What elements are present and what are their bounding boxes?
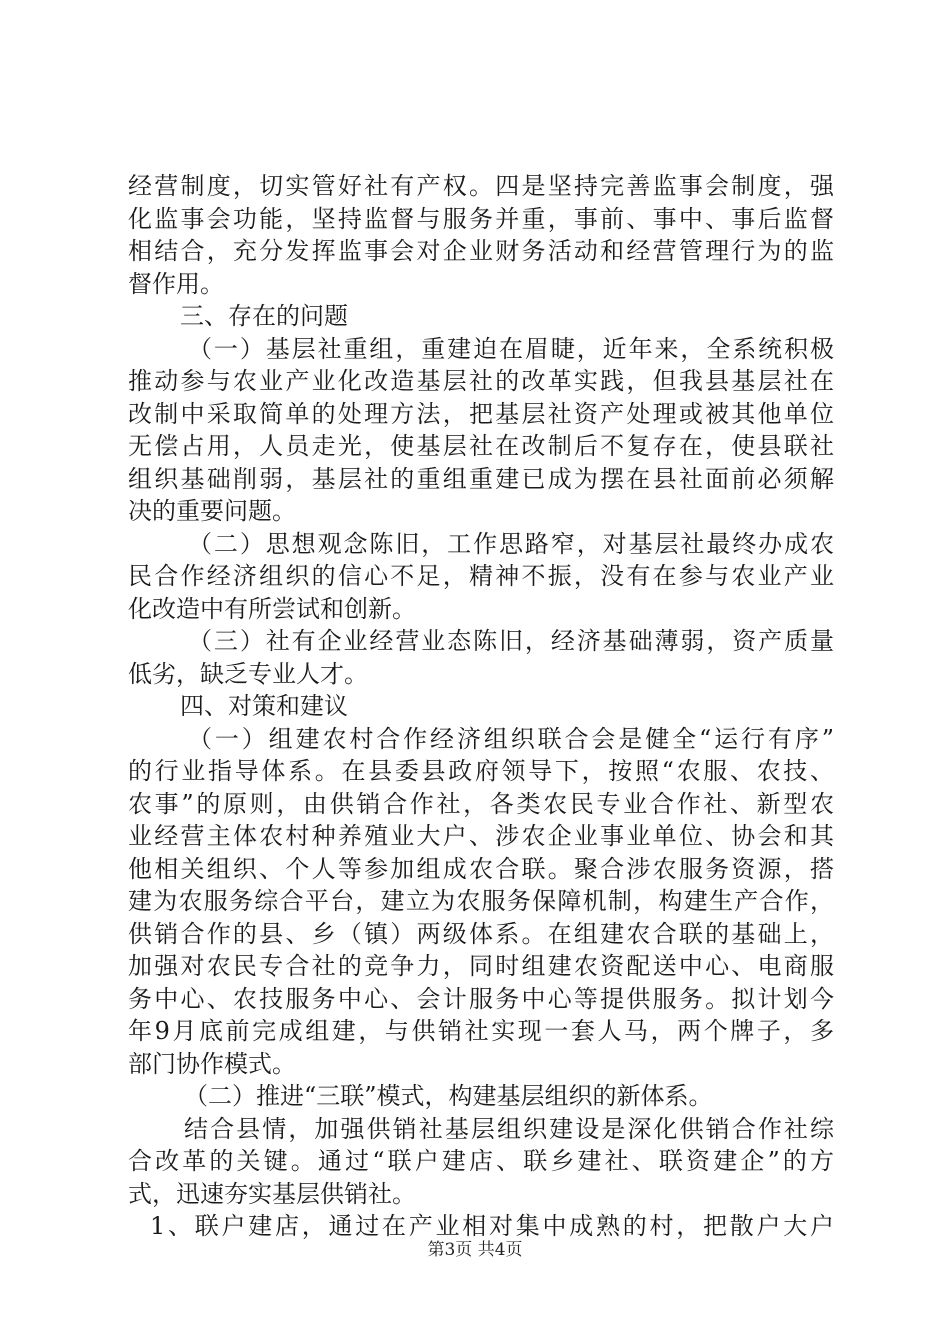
section-heading: 三、存在的问题 — [180, 302, 348, 330]
text-line: 经营制度，切实管好社有产权。四是坚持完善监事会制度，强 — [128, 172, 834, 200]
text-line: 部门协作模式。 — [128, 1049, 296, 1078]
text-line: 他相关组织、个人等参加组成农合联。聚合涉农服务资源，搭 — [128, 854, 834, 883]
text-line: 年9月底前完成组建，与供销社实现一套人马，两个牌子，多 — [128, 1017, 834, 1045]
text-line: 建为农服务综合平台，建立为农服务保障机制，构建生产合作， — [128, 887, 834, 915]
text-line: 决的重要问题。 — [128, 497, 296, 525]
text-line: 农事”的原则，由供销合作社，各类农民专业合作社、新型农 — [128, 789, 834, 818]
text-line: 加强对农民专合社的竞争力，同时组建农资配送中心、电商服 — [128, 952, 834, 980]
text-line: 相结合，充分发挥监事会对企业财务活动和经营管理行为的监 — [128, 237, 834, 265]
text-line: 务中心、农技服务中心、会计服务中心等提供服务。拟计划今 — [128, 984, 834, 1013]
document-body — [128, 170, 834, 1243]
text-line: 督作用。 — [128, 269, 224, 298]
text-line: 无偿占用，人员走光，使基层社在改制后不复存在，使县联社 — [128, 432, 834, 460]
text-line: 推动参与农业产业化改造基层社的改革实践，但我县基层社在 — [128, 367, 834, 395]
text-line: （二）推进“三联”模式，构建基层组织的新体系。 — [184, 1082, 713, 1110]
text-line: 化监事会功能，坚持监督与服务并重，事前、事中、事后监督 — [128, 204, 834, 233]
text-line: 供销合作的县、乡（镇）两级体系。在组建农合联的基础上， — [128, 919, 834, 948]
section-heading: 四、对策和建议 — [180, 692, 348, 720]
text-line: 改制中采取简单的处理方法，把基层社资产处理或被其他单位 — [128, 399, 834, 428]
text-line: 合改革的关键。通过“联户建店、联乡建社、联资建企”的方 — [128, 1147, 834, 1175]
text-line: 的行业指导体系。在县委县政府领导下，按照“农服、农技、 — [128, 757, 834, 785]
page-number-footer: 第3页 共4页 — [427, 1240, 523, 1260]
text-line: 结合县情，加强供销社基层组织建设是深化供销合作社综 — [184, 1114, 834, 1143]
text-line: 低劣，缺乏专业人才。 — [128, 659, 368, 688]
text-line: 组织基础削弱，基层社的重组重建已成为摆在县社面前必须解 — [128, 464, 834, 493]
text-line: 式，迅速夯实基层供销社。 — [128, 1179, 416, 1208]
text-line: （一）组建农村合作经济组织联合会是健全“运行有序” — [188, 724, 834, 753]
text-line: 化改造中有所尝试和创新。 — [128, 594, 416, 623]
text-line: 1、联户建店，通过在产业相对集中成熟的村，把散户大户 — [150, 1212, 834, 1240]
text-line: （二）思想观念陈旧，工作思路窄，对基层社最终办成农 — [188, 529, 834, 558]
text-line: 民合作经济组织的信心不足，精神不振，没有在参与农业产业 — [128, 562, 834, 590]
text-line: （一）基层社重组，重建迫在眉睫，近年来，全系统积极 — [188, 334, 834, 363]
text-line: （三）社有企业经营业态陈旧，经济基础薄弱，资产质量 — [188, 627, 834, 655]
text-line: 业经营主体农村种养殖业大户、涉农企业事业单位、协会和其 — [128, 822, 834, 850]
